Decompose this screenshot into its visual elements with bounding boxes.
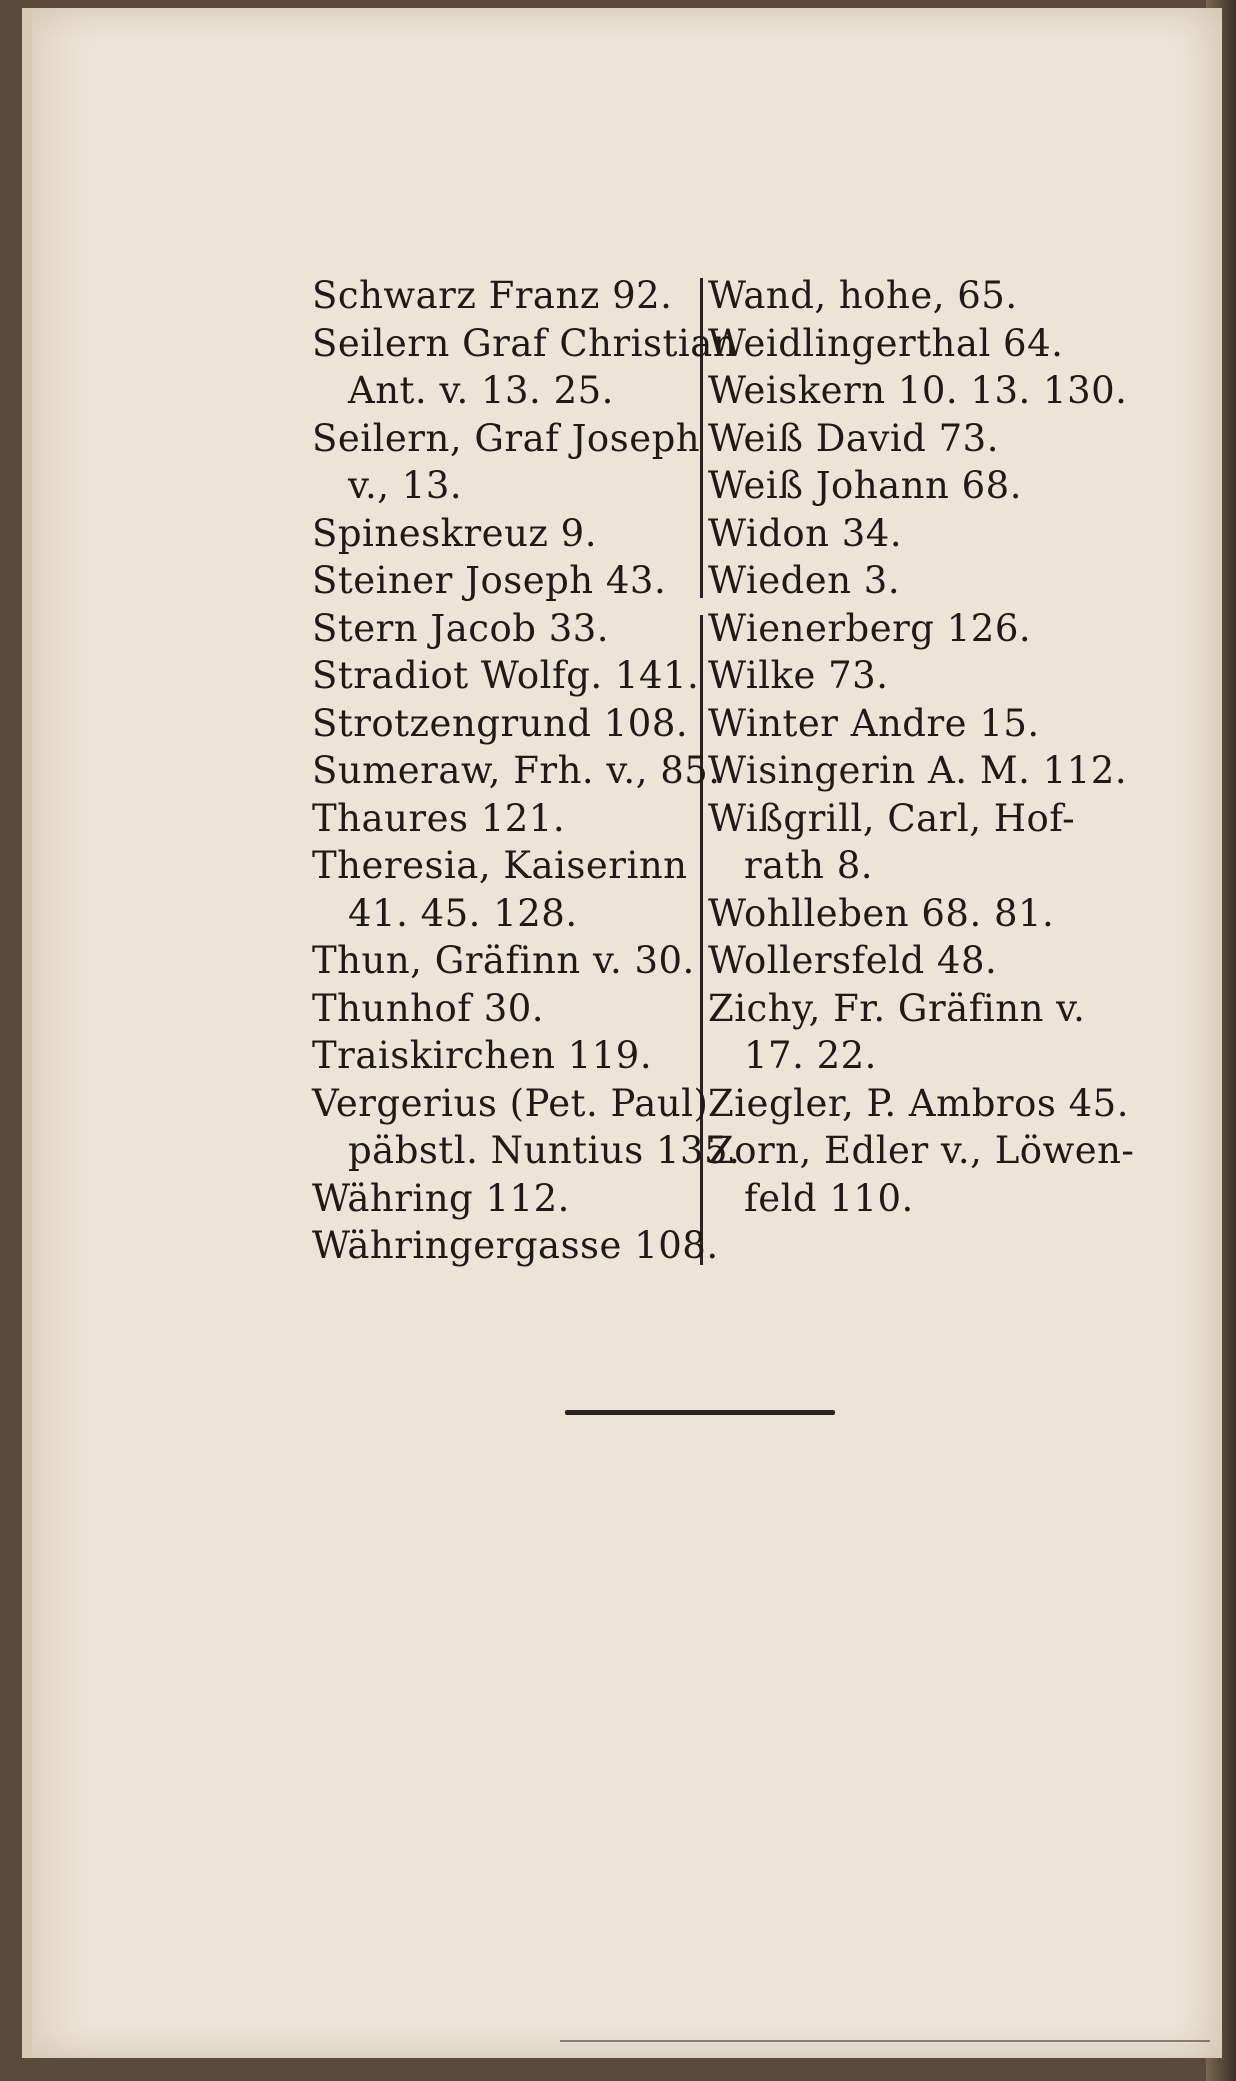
- index-entry: Währingergasse 108.: [312, 1224, 719, 1267]
- index-entry: Weidlingerthal 64.: [708, 321, 1064, 365]
- index-entry: Wohlleben 68. 81.: [708, 891, 1055, 935]
- index-entry: Ziegler, P. Ambros 45.: [708, 1081, 1129, 1125]
- index-entry: Wand, hohe, 65.: [708, 274, 1018, 317]
- index-column-left: [312, 272, 741, 1270]
- index-entry-continuation: 41. 45. 128.: [348, 891, 578, 935]
- index-entry: Weiskern 10. 13. 130.: [708, 369, 1128, 412]
- index-entry: Stradiot Wolfg. 141.: [312, 654, 700, 697]
- index-entry: Seilern Graf Christian: [312, 321, 738, 365]
- index-entry: Vergerius (Pet. Paul): [312, 1081, 709, 1125]
- index-entry: Seilern, Graf Joseph: [312, 416, 701, 460]
- index-entry-continuation: rath 8.: [744, 844, 874, 887]
- end-rule: [565, 1410, 835, 1415]
- index-entry: Wilke 73.: [708, 654, 889, 697]
- index-column-right: [708, 272, 1135, 1222]
- index-entry: Währing 112.: [312, 1176, 570, 1220]
- index-entry: Thunhof 30.: [312, 986, 545, 1030]
- index-entry: Theresia, Kaiserinn: [312, 844, 688, 887]
- index-entry: Strotzengrund 108.: [312, 701, 689, 745]
- index-entry: Widon 34.: [708, 511, 903, 555]
- index-entry: Wienerberg 126.: [708, 606, 1032, 650]
- bleed-through-strip: [560, 2040, 1210, 2072]
- index-entry: Schwarz Franz 92.: [312, 274, 673, 317]
- index-entry: Wißgrill, Carl, Hof-: [708, 796, 1076, 840]
- index-entry: Weiß Johann 68.: [708, 464, 1022, 507]
- index-entry: Zichy, Fr. Gräfinn v.: [708, 986, 1086, 1030]
- index-entry: Traiskirchen 119.: [312, 1034, 653, 1077]
- index-entry: Thun, Gräfinn v. 30.: [312, 939, 695, 982]
- index-entry: Weiß David 73.: [708, 416, 999, 460]
- index-entry: Winter Andre 15.: [708, 701, 1040, 745]
- index-entry: Wieden 3.: [708, 559, 901, 602]
- index-entry: Thaures 121.: [312, 796, 566, 840]
- index-entry-continuation: Ant. v. 13. 25.: [348, 369, 614, 412]
- index-entry-continuation: päbstl. Nuntius 135.: [348, 1129, 741, 1172]
- index-entry: Sumeraw, Frh. v., 85.: [312, 749, 721, 792]
- index-entry-continuation: feld 110.: [744, 1176, 914, 1220]
- index-entry: Wollersfeld 48.: [708, 939, 998, 982]
- index-entry: Wisingerin A. M. 112.: [708, 749, 1128, 792]
- index-entry: Zorn, Edler v., Löwen-: [708, 1129, 1135, 1172]
- index-entry-continuation: v., 13.: [348, 464, 463, 507]
- index-entry: Stern Jacob 33.: [312, 606, 610, 650]
- index-entry: Spineskreuz 9.: [312, 511, 597, 555]
- index-entry: Steiner Joseph 43.: [312, 559, 667, 602]
- index-entry-continuation: 17. 22.: [744, 1034, 877, 1077]
